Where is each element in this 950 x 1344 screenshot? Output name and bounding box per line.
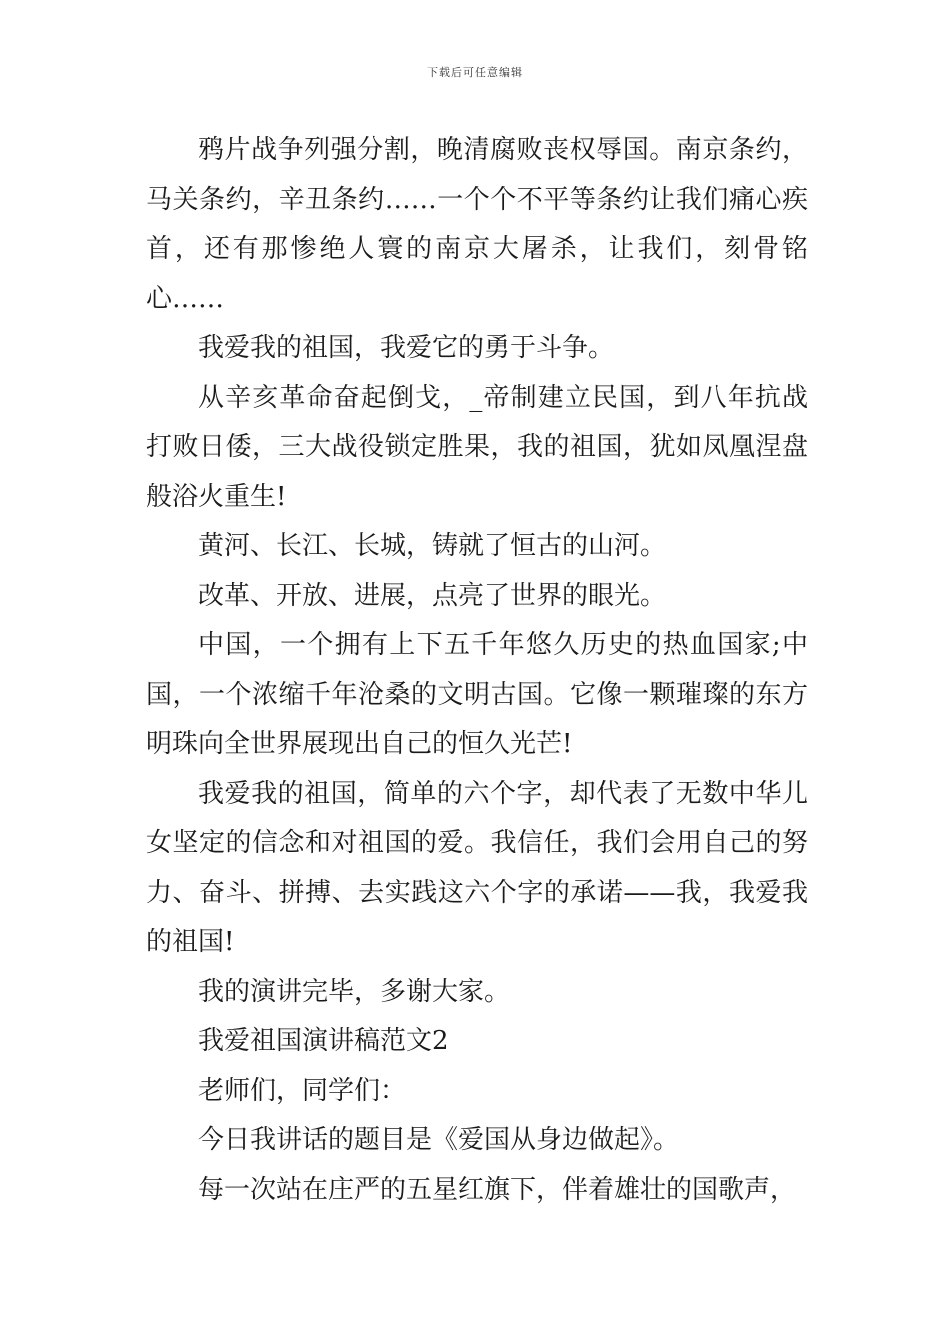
page-header: 下载后可任意编辑 (427, 66, 523, 79)
paragraph-12: 每一次站在庄严的五星红旗下，伴着雄壮的国歌声， (198, 1174, 797, 1205)
paragraph-2: 我爱我的祖国，我爱它的勇于斗争。 (198, 333, 615, 363)
paragraph-1: 鸦片战争列强分割，晚清腐败丧权辱国。南京条约，马关条约，辛丑条约……一个个不平等条约让我们痛心疾首，还有那惨绝人寰的南京大屠杀，让我们，刻骨铭心…… (146, 135, 808, 314)
speech-topic: 今日我讲话的题目是《爱国从身边做起》。 (198, 1125, 680, 1155)
document-body (146, 126, 808, 1215)
salutation: 老师们，同学们： (198, 1075, 407, 1106)
paragraph-4: 黄河、长江、长城，铸就了恒古的山河。 (198, 531, 667, 561)
paragraph-5: 改革、开放、进展，点亮了世界的眼光。 (198, 580, 667, 611)
paragraph-6: 中国，一个拥有上下五千年悠久历史的热血国家;中国，一个浓缩千年沧桑的文明古国。它像一颗璀璨的东方明珠向全世界展现出自己的恒久光芒! (146, 630, 808, 759)
section-title: 我爱祖国演讲稿范文2 (198, 1026, 449, 1056)
paragraph-7: 我爱我的祖国，简单的六个字，却代表了无数中华儿女坚定的信念和对祖国的爱。我信任，我们会用自己的努力、奋斗、拼搏、去实践这六个字的承诺——我，我爱我的祖国! (146, 778, 808, 957)
paragraph-3: 从辛亥革命奋起倒戈，_帝制建立民国，到八年抗战打败日倭，三大战役锁定胜果，我的祖国，犹如凤凰涅盘般浴火重生! (146, 382, 808, 512)
paragraph-8: 我的演讲完毕，多谢大家。 (198, 976, 511, 1007)
